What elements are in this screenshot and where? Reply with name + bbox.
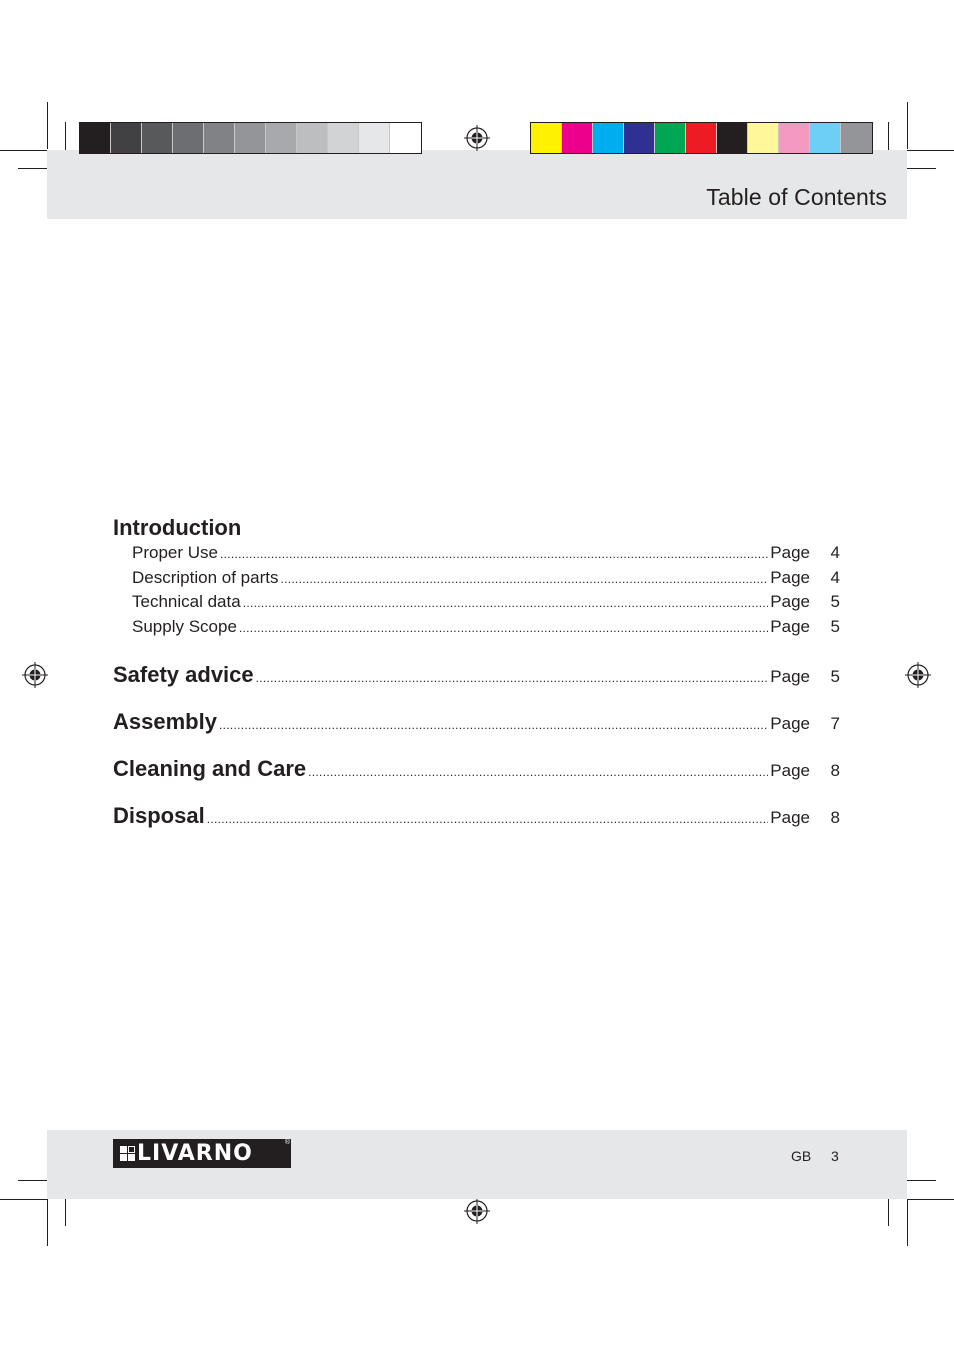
crop-mark [906,168,936,169]
dot-leader [280,570,768,588]
page-word: Page [770,592,810,611]
color-swatch [748,123,779,153]
color-swatch [142,123,173,153]
crop-mark [888,1196,889,1226]
logo-squares-icon [113,1139,137,1168]
toc-entry-label: Supply Scope [132,616,237,636]
color-swatch [359,123,390,153]
page-number: 5 [830,667,840,686]
color-swatch [655,123,686,153]
page-word: Page [770,667,810,686]
toc-entry-label: Proper Use [132,543,218,562]
toc-entry-label: Description of parts [132,567,279,587]
language-code: GB [791,1148,812,1164]
dot-leader [308,763,768,781]
registration-mark-icon [464,125,490,151]
color-swatch [235,123,266,153]
crop-mark [907,1199,908,1246]
toc-entry-label: Technical data [132,592,241,611]
color-swatch [562,123,593,153]
page-number: 8 [830,808,840,827]
dot-leader [220,545,768,563]
color-swatch [204,123,235,153]
toc-section-label: Safety advice [113,662,254,687]
crop-mark [65,1196,66,1226]
dot-leader [256,669,769,687]
page-number: 7 [830,714,840,733]
color-swatch [390,123,421,153]
logo-text: LIVARNO [137,1141,253,1166]
page-number-footer: 3 [831,1148,839,1164]
color-swatch [266,123,297,153]
toc-section-safety-advice[interactable] [113,662,840,688]
page-number: 8 [830,761,840,780]
registration-mark-icon [464,1198,490,1224]
toc-section-label: Assembly [113,709,217,734]
toc-entry[interactable] [113,543,840,568]
crop-mark [0,150,47,151]
page-word: Page [770,543,810,562]
page-word: Page [770,567,810,587]
color-swatch [624,123,655,153]
page-title: Table of Contents [706,184,887,210]
crop-mark [18,168,48,169]
color-swatch [531,123,562,153]
color-swatch [80,123,111,153]
table-of-contents [113,515,840,829]
toc-entry[interactable] [113,592,840,617]
crop-mark [907,1199,954,1200]
page-word: Page [770,808,810,827]
dot-leader [239,619,768,637]
page-number: 4 [830,543,840,562]
toc-entry[interactable] [113,617,840,642]
toc-section-disposal[interactable] [113,803,840,829]
crop-mark [907,150,954,151]
crop-mark [907,102,908,149]
crop-mark [18,1180,48,1181]
color-swatch [686,123,717,153]
page-word: Page [770,761,810,780]
color-swatch [593,123,624,153]
page-number: 5 [830,592,840,611]
dot-leader [219,716,768,734]
page-word: Page [770,714,810,733]
color-swatch [717,123,748,153]
page-word: Page [770,616,810,636]
crop-mark [65,122,66,152]
toc-section-label: Disposal [113,803,205,828]
toc-section-assembly[interactable] [113,709,840,735]
toc-heading-label: Introduction [113,515,242,540]
crop-mark [906,1180,936,1181]
cmyk-color-bar [530,122,873,154]
toc-section-cleaning-and-care[interactable] [113,756,840,782]
page-number: 4 [830,567,840,587]
toc-section-label: Cleaning and Care [113,756,307,781]
registration-mark-icon [905,662,931,688]
registered-mark: ® [284,1139,290,1146]
crop-mark [47,102,48,149]
dot-leader [207,810,769,828]
color-swatch [328,123,359,153]
color-swatch [297,123,328,153]
color-swatch [779,123,810,153]
crop-mark [47,1199,48,1246]
crop-mark [0,1199,47,1200]
color-swatch [841,123,872,153]
page-number: 5 [830,616,840,636]
dot-leader [243,594,769,612]
livarno-logo [113,1139,291,1168]
registration-mark-icon [22,662,48,688]
crop-mark [888,122,889,152]
toc-entry[interactable] [113,568,840,593]
color-swatch [111,123,142,153]
toc-heading-introduction[interactable] [113,515,840,541]
color-swatch [173,123,204,153]
color-swatch [810,123,841,153]
grayscale-color-bar [79,122,422,154]
